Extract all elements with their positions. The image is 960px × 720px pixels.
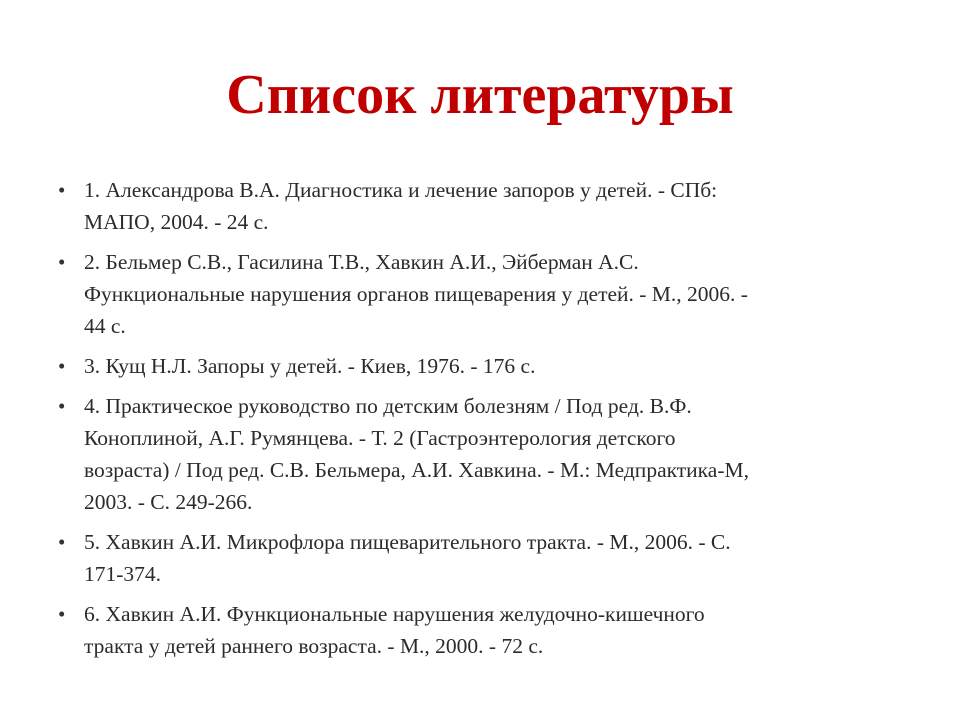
reference-line: МАПО, 2004. - 24 с. — [84, 210, 269, 234]
bullet-icon: • — [58, 530, 66, 554]
bullet-icon: • — [58, 354, 66, 378]
reference-line: возраста) / Под ред. С.В. Бельмера, А.И. Хавкина. - М.: Медпрактика-М, — [84, 458, 749, 482]
reference-item — [58, 598, 918, 662]
reference-item — [58, 350, 918, 382]
reference-item — [58, 246, 918, 342]
reference-line: 44 с. — [84, 314, 126, 338]
bullet-icon: • — [58, 394, 66, 418]
reference-line: Функциональные нарушения органов пищеварения у детей. - М., 2006. - — [84, 282, 748, 306]
reference-line: 171-374. — [84, 562, 162, 586]
reference-line: 6. Хавкин А.И. Функциональные нарушения желудочно-кишечного — [84, 602, 705, 626]
reference-list — [58, 174, 918, 670]
bullet-icon: • — [58, 602, 66, 626]
reference-item — [58, 174, 918, 238]
slide-title: Список литературы — [226, 64, 734, 126]
reference-item — [58, 526, 918, 590]
reference-line: 2003. - С. 249-266. — [84, 490, 253, 514]
bullet-icon: • — [58, 178, 66, 202]
reference-line: 2. Бельмер С.В., Гасилина Т.В., Хавкин А.И., Эйберман А.С. — [84, 250, 639, 274]
reference-line: тракта у детей раннего возраста. - М., 2000. - 72 с. — [84, 634, 544, 658]
reference-line: 4. Практическое руководство по детским болезням / Под ред. В.Ф. — [84, 394, 692, 418]
reference-line: 5. Хавкин А.И. Микрофлора пищеварительного тракта. - М., 2006. - С. — [84, 530, 731, 554]
reference-line: Коноплиной, А.Г. Румянцева. - Т. 2 (Гастроэнтерология детского — [84, 426, 676, 450]
bullet-icon: • — [58, 250, 66, 274]
reference-item — [58, 390, 918, 518]
reference-line: 3. Кущ Н.Л. Запоры у детей. - Киев, 1976. - 176 с. — [84, 354, 536, 378]
reference-line: 1. Александрова В.А. Диагностика и лечение запоров у детей. - СПб: — [84, 178, 718, 202]
